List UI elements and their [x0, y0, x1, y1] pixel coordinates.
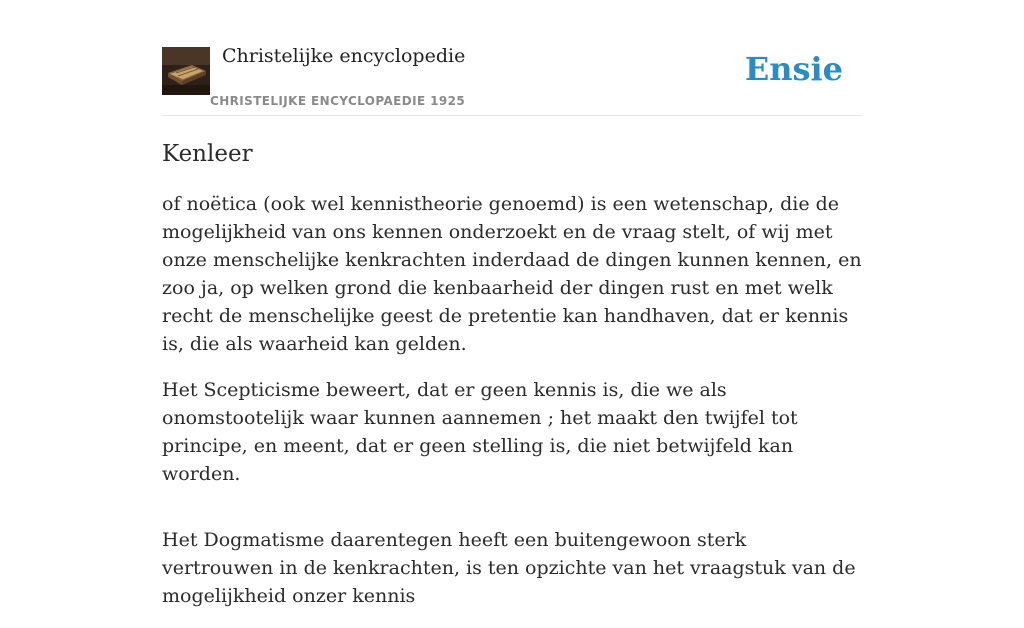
site-title[interactable]: Christelijke encyclopedie [222, 45, 466, 67]
article-paragraph: Het Scepticisme beweert, dat er geen kennis is, die we als onomstootelijk waar kunnen aannemen ; het maakt den twijfel tot principe, en meent, dat er geen stelling is, die niet betwijfeld kan worden. [162, 379, 798, 485]
article [162, 138, 862, 628]
site-avatar-icon[interactable] [162, 47, 210, 95]
ensie-logo[interactable]: Ensie [744, 50, 843, 88]
article-paragraph: of noëtica (ook wel kennistheorie genoemd) is een wetenschap, die de mogelijkheid van ons kennen onderzoekt en de vraag stelt, of wij met onze menschelijke kenkrachten inderdaad de dingen kunnen kennen, en zoo ja, op welken grond die kenbaarheid der dingen rust en met welk recht de menschelijke geest de pretentie kan handhaven, dat er kennis is, die als waarheid kan gelden. [162, 193, 862, 355]
site-subtitle: CHRISTELIJKE ENCYCLOPAEDIE 1925 [210, 94, 466, 108]
article-title: Kenleer [162, 141, 253, 167]
old-book-photo-icon [162, 47, 210, 95]
site-header [162, 0, 862, 116]
article-paragraph: Het Dogmatisme daarentegen heeft een buitengewoon sterk vertrouwen in de kenkrachten, is ten opzichte van het vraagstuk van de mogelijkheid onzer kennis [162, 529, 856, 607]
